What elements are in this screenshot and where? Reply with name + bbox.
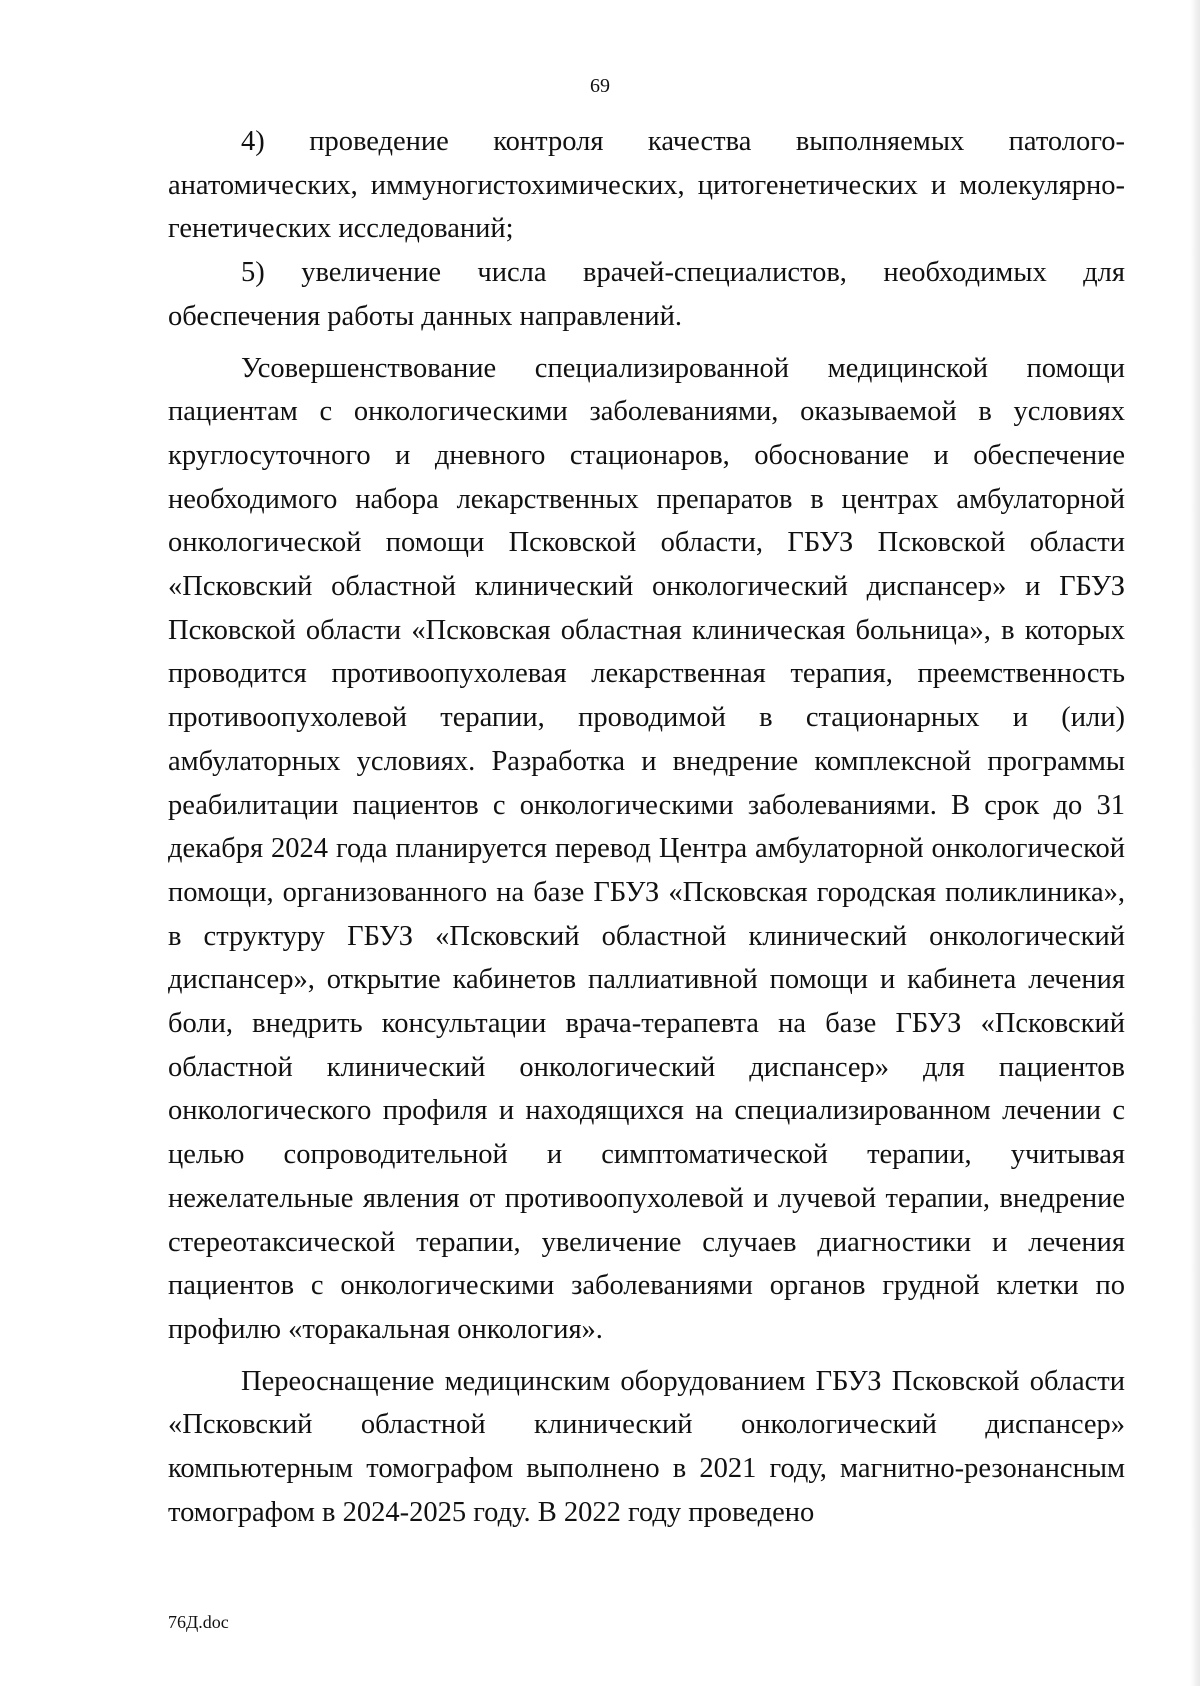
body-text: [168, 120, 1125, 1535]
paragraph-item-5: 5) увеличение числа врачей-специалистов, необходимых для обеспечения работы данных направлений.: [168, 257, 1125, 332]
paragraph-specialized-care: Усовершенствование специализированной медицинской помощи пациентам с онкологическими заболеваниями, оказываемой в условиях круглосуточного и дневного стационаров, обоснование и обеспечение необходимого набора лекарственных препаратов в центрах амбулаторной онкологической помощи Псковской области, ГБУЗ Псковской области «Псковский областной клинический онкологический диспансер» и ГБУЗ Псковской области «Псковская областная клиническая больница», в которых проводится противоопухолевая лекарственная терапия, преемственность противоопухолевой терапии, проводимой в стационарных и (или) амбулаторных условиях. Разработка и внедрение комплексной программы реабилитации пациентов с онкологическими заболеваниями. В срок до 31 декабря 2024 года планируется перевод Центра амбулаторной онкологической помощи, организованного на базе ГБУЗ «Псковская городская поликлиника», в структуру ГБУЗ «Псковский областной клинический онкологический диспансер», открытие кабинетов паллиативной помощи и кабинета лечения боли, внедрить консультации врача-терапевта на базе ГБУЗ «Псковский областной клинический онкологический диспансер» для пациентов онкологического профиля и находящихся на специализированном лечении с целью сопроводительной и симптоматической терапии, учитывая нежелательные явления от противоопухолевой и лучевой терапии, внедрение стереотаксической терапии, увеличение случаев диагностики и лечения пациентов с онкологическими заболеваниями органов грудной клетки по профилю «торакальная онкология».: [168, 352, 1125, 1345]
scan-edge: [1190, 0, 1200, 1686]
paragraph-reequipment: Переоснащение медицинским оборудованием ГБУЗ Псковской области «Псковский областной клинический онкологический диспансер» компьютерным томографом выполнено в 2021 году, магнитно-резонансным томографом в 2024-2025 году. В 2022 году проведено: [168, 1365, 1125, 1528]
footer-filename: 76Д.doc: [168, 1612, 229, 1632]
paragraph-item-4: 4) проведение контроля качества выполняемых патолого-анатомических, иммуногистохимических, цитогенетических и молекулярно-генетических исследований;: [168, 126, 1125, 245]
page-number: 69: [590, 75, 610, 97]
